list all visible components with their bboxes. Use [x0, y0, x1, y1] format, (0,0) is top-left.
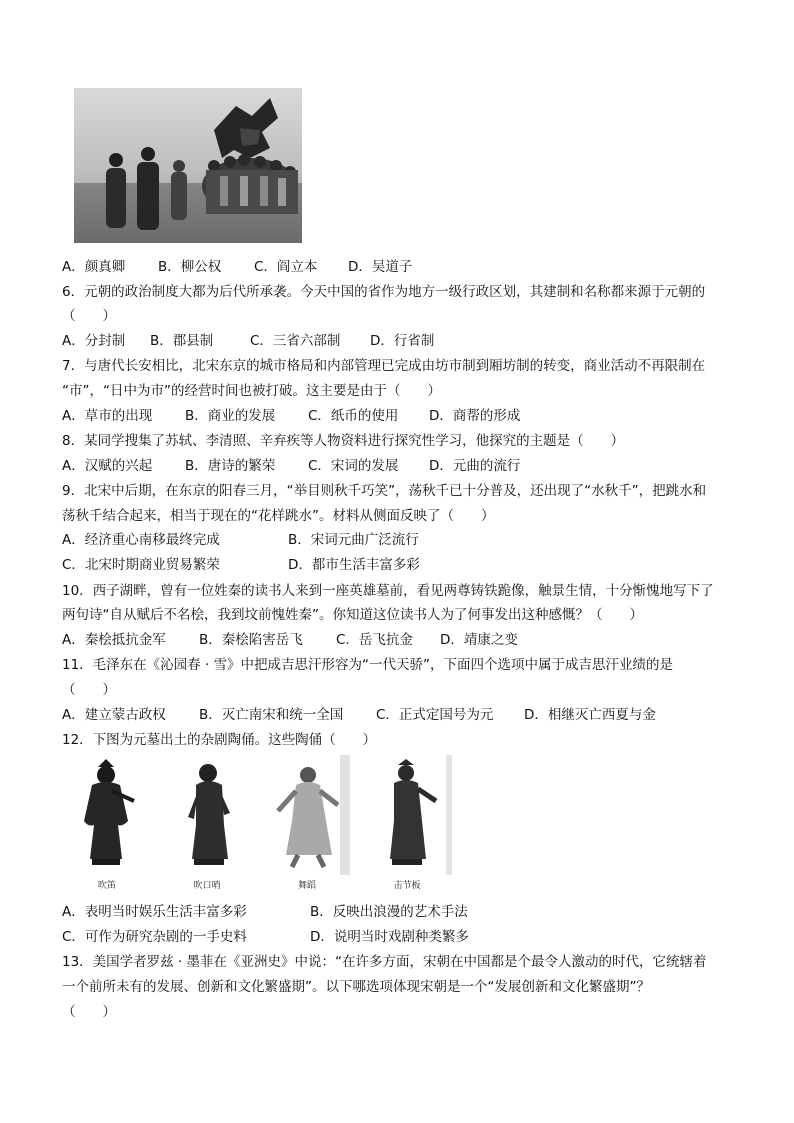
figurine-caption: 舞蹈	[297, 881, 316, 891]
option[interactable]: C．纸币的使用	[308, 408, 399, 424]
option[interactable]: A．分封制	[62, 333, 126, 349]
option[interactable]: A．汉赋的兴起	[62, 458, 153, 474]
q12-stem: 12．下图为元墓出土的杂剧陶俑。这些陶俑（ ）	[62, 732, 377, 748]
figurine-image	[62, 755, 152, 875]
q6-stem-cont: （ ）	[62, 308, 116, 324]
painting-image	[74, 88, 302, 243]
figurine-image	[162, 755, 252, 875]
q11-stem-cont: （ ）	[62, 682, 116, 698]
painting-photo	[74, 88, 302, 243]
option[interactable]: C．三省六部制	[250, 333, 341, 349]
q7-stem-cont: “市”，“日中为市”的经营时间也被打破。这主要是由于（ ）	[62, 383, 441, 399]
option[interactable]: B．反映出浪漫的艺术手法	[310, 904, 468, 920]
option[interactable]: B．灭亡南宋和统一全国	[199, 707, 344, 723]
option[interactable]: B．商业的发展	[185, 408, 276, 424]
figurine-flute	[62, 755, 152, 893]
option[interactable]: B．秦桧陷害岳飞	[199, 632, 303, 648]
option[interactable]: A．建立蒙古政权	[62, 707, 166, 723]
q7-options	[62, 407, 520, 425]
option[interactable]: B．唐诗的繁荣	[185, 458, 276, 474]
figurine-caption: 吹口哨	[193, 881, 221, 891]
option[interactable]: D．说明当时戏剧种类繁多	[310, 929, 469, 945]
option[interactable]: D．商帮的形成	[429, 408, 521, 424]
q11-options	[62, 706, 656, 724]
option[interactable]: B．柳公权	[158, 259, 222, 275]
option[interactable]: C．宋词的发展	[308, 458, 399, 474]
q11-stem: 11．毛泽东在《沁园春 · 雪》中把成吉思汗形容为“一代天骄”，下面四个选项中属于成吉思汗业绩的是	[62, 657, 674, 673]
q5-options	[62, 258, 412, 276]
q9-stem: 9．北宋中后期，在东京的阳春三月，“举目则秋千巧笑”，荡秋千已十分普及，还出现了“水秋千”，把跳水和	[62, 483, 707, 499]
q9-options-row2	[62, 556, 420, 574]
q10-options	[62, 631, 518, 649]
q8-stem: 8．某同学搜集了苏轼、李清照、辛弃疾等人物资料进行探究性学习，他探究的主题是（ ）	[62, 433, 625, 449]
pottery-figurines	[62, 755, 457, 893]
q13-stem: 13．美国学者罗兹 · 墨菲在《亚洲史》中说：“在许多方面，宋朝在中国都是个最令人激动的时代，它统辖着	[62, 954, 707, 970]
option[interactable]: D．都市生活丰富多彩	[288, 557, 420, 573]
figurine-image	[362, 755, 457, 875]
option[interactable]: B．郡县制	[150, 333, 214, 349]
q13-stem-cont: 一个前所未有的发展、创新和文化繁盛期”。以下哪选项体现宋朝是一个“发展创新和文化繁盛期”？	[62, 979, 650, 995]
option[interactable]: D．相继灭亡西夏与金	[524, 707, 656, 723]
option[interactable]: C．阎立本	[254, 259, 318, 275]
option[interactable]: B．宋词元曲广泛流行	[288, 532, 419, 548]
option[interactable]: A．经济重心南移最终完成	[62, 532, 220, 548]
option[interactable]: C．北宋时期商业贸易繁荣	[62, 557, 220, 573]
q12-options-row1	[62, 903, 468, 921]
option[interactable]: A．表明当时娱乐生活丰富多彩	[62, 904, 247, 920]
figurine-caption: 击节板	[393, 881, 421, 891]
figurine-caption: 吹笛	[97, 881, 116, 891]
q9-options-row1	[62, 531, 419, 549]
option[interactable]: A．颜真卿	[62, 259, 126, 275]
option[interactable]: D．吴道子	[348, 259, 413, 275]
q10-stem-cont: 两句诗“自从赋后不名桧，我到坟前愧姓秦”。你知道这位读书人为了何事发出这种感慨？（ ）	[62, 607, 643, 623]
figurine-whistle	[162, 755, 252, 893]
q10-stem: 10．西子湖畔，曾有一位姓秦的读书人来到一座英雄墓前，看见两尊铸铁跪像，触景生情，十分惭愧地写下了	[62, 583, 714, 599]
q6-options	[62, 332, 434, 350]
q8-options	[62, 457, 520, 475]
q9-stem-cont: 荡秋千结合起来，相当于现在的“花样跳水”。材料从侧面反映了（ ）	[62, 508, 495, 524]
option[interactable]: D．元曲的流行	[429, 458, 521, 474]
option[interactable]: D．靖康之变	[440, 632, 518, 648]
option[interactable]: A．草市的出现	[62, 408, 153, 424]
q12-options-row2	[62, 928, 469, 946]
option[interactable]: C．岳飞抗金	[336, 632, 413, 648]
option[interactable]: C．正式定国号为元	[376, 707, 494, 723]
figurine-clapper	[362, 755, 452, 893]
option[interactable]: A．秦桧抵抗金军	[62, 632, 166, 648]
figurine-image	[262, 755, 357, 875]
option[interactable]: D．行省制	[370, 333, 435, 349]
q13-stem-cont2: （ ）	[62, 1004, 116, 1020]
option[interactable]: C．可作为研究杂剧的一手史料	[62, 929, 247, 945]
figurine-dance	[262, 755, 352, 893]
q6-stem: 6．元朝的政治制度大都为后代所承袭。今天中国的省作为地方一级行政区划，其建制和名称都来源于元朝的	[62, 284, 706, 300]
q7-stem: 7．与唐代长安相比，北宋东京的城市格局和内部管理已完成由坊市制到厢坊制的转变，商业活动不再限制在	[62, 358, 706, 374]
